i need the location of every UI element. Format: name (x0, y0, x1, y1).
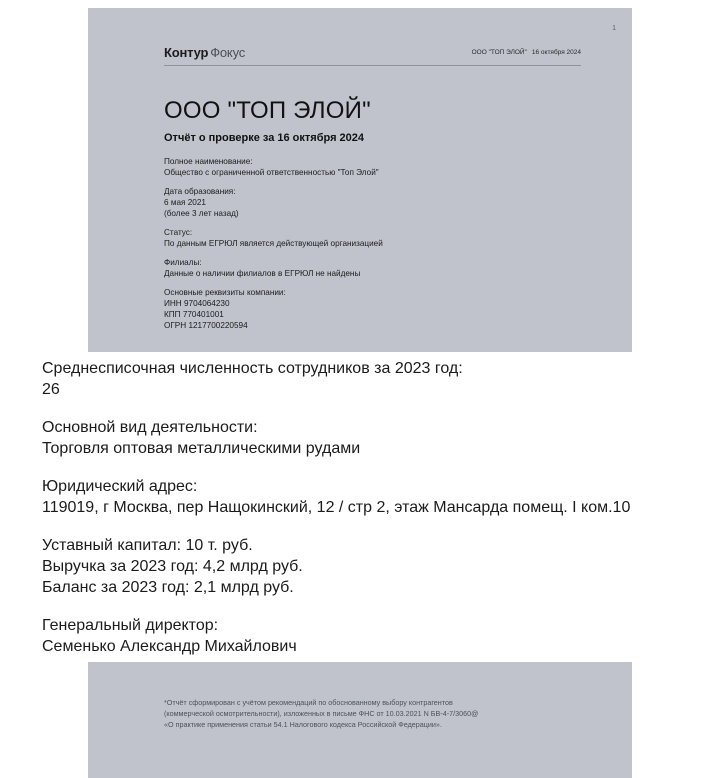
employees-label: Среднесписочная численность сотрудников за 2023 год: (42, 360, 463, 377)
field-label: Статус: (164, 228, 193, 237)
field-value: ОГРН 1217700220594 (164, 321, 248, 330)
page-number: 1 (612, 25, 616, 32)
brand-bold: Контур (164, 45, 209, 60)
activity-block (42, 417, 630, 459)
company-summary (42, 358, 630, 674)
header-date: 16 октября 2024 (531, 49, 581, 56)
activity-label: Основной вид деятельности: (42, 419, 258, 436)
field-founded (164, 186, 383, 219)
footnote-line: «О практике применения статьи 54.1 Налогового кодекса Российской Федерации». (164, 720, 442, 729)
footnote-line: *Отчёт сформирован с учётом рекомендаций по обоснованному выбору контрагентов (164, 698, 453, 707)
footnote (164, 697, 478, 730)
director-value: Семенько Александр Михайлович (42, 638, 297, 655)
employees-value: 26 (42, 381, 60, 398)
report-page-image (88, 8, 632, 352)
field-label: Основные реквизиты компании: (164, 288, 286, 297)
employees-block (42, 358, 630, 400)
field-label: Филиалы: (164, 258, 202, 267)
field-value: ИНН 9704064230 (164, 299, 230, 308)
activity-value: Торговля оптовая металлическими рудами (42, 440, 361, 457)
page-header-meta (472, 49, 581, 56)
field-value: По данным ЕГРЮЛ является действующей организацией (164, 239, 383, 248)
brand-logo (164, 45, 245, 60)
capital-line: Уставный капитал: 10 т. руб. (42, 537, 253, 554)
footnote-line: (коммерческой осмотрительности), изложенных в письме ФНС от 10.03.2021 N БВ-4-7/3060@ (164, 709, 479, 718)
header-company: ООО "ТОП ЭЛОЙ" (471, 49, 527, 56)
field-value: Данные о наличии филиалов в ЕГРЮЛ не найдены (164, 269, 361, 278)
report-footer-image (88, 662, 632, 778)
balance-line: Баланс за 2023 год: 2,1 млрд руб. (42, 579, 294, 596)
field-full-name (164, 156, 383, 178)
company-name: ООО "ТОП ЭЛОЙ" (164, 97, 371, 124)
field-status (164, 227, 383, 249)
report-title: Отчёт о проверке за 16 октября 2024 (164, 132, 365, 144)
address-value: 119019, г Москва, пер Нащокинский, 12 / стр 2, этаж Мансарда помещ. I ком.10 (42, 499, 631, 516)
field-branches (164, 257, 383, 279)
director-block (42, 615, 630, 657)
field-value: 6 мая 2021 (164, 198, 206, 207)
field-label: Полное наименование: (164, 157, 253, 166)
field-value: Общество с ограниченной ответственностью "Топ Элой" (164, 168, 379, 177)
brand-light: Фокус (210, 45, 246, 60)
company-fields (164, 156, 383, 339)
revenue-line: Выручка за 2023 год: 4,2 млрд руб. (42, 558, 303, 575)
field-label: Дата образования: (164, 187, 236, 196)
field-value: КПП 770401001 (164, 310, 224, 319)
address-block (42, 476, 630, 518)
director-label: Генеральный директор: (42, 617, 219, 634)
header-divider (164, 65, 581, 66)
finance-block (42, 535, 630, 598)
field-value: (более 3 лет назад) (164, 209, 239, 218)
address-label: Юридический адрес: (42, 478, 198, 495)
field-requisites (164, 287, 383, 331)
